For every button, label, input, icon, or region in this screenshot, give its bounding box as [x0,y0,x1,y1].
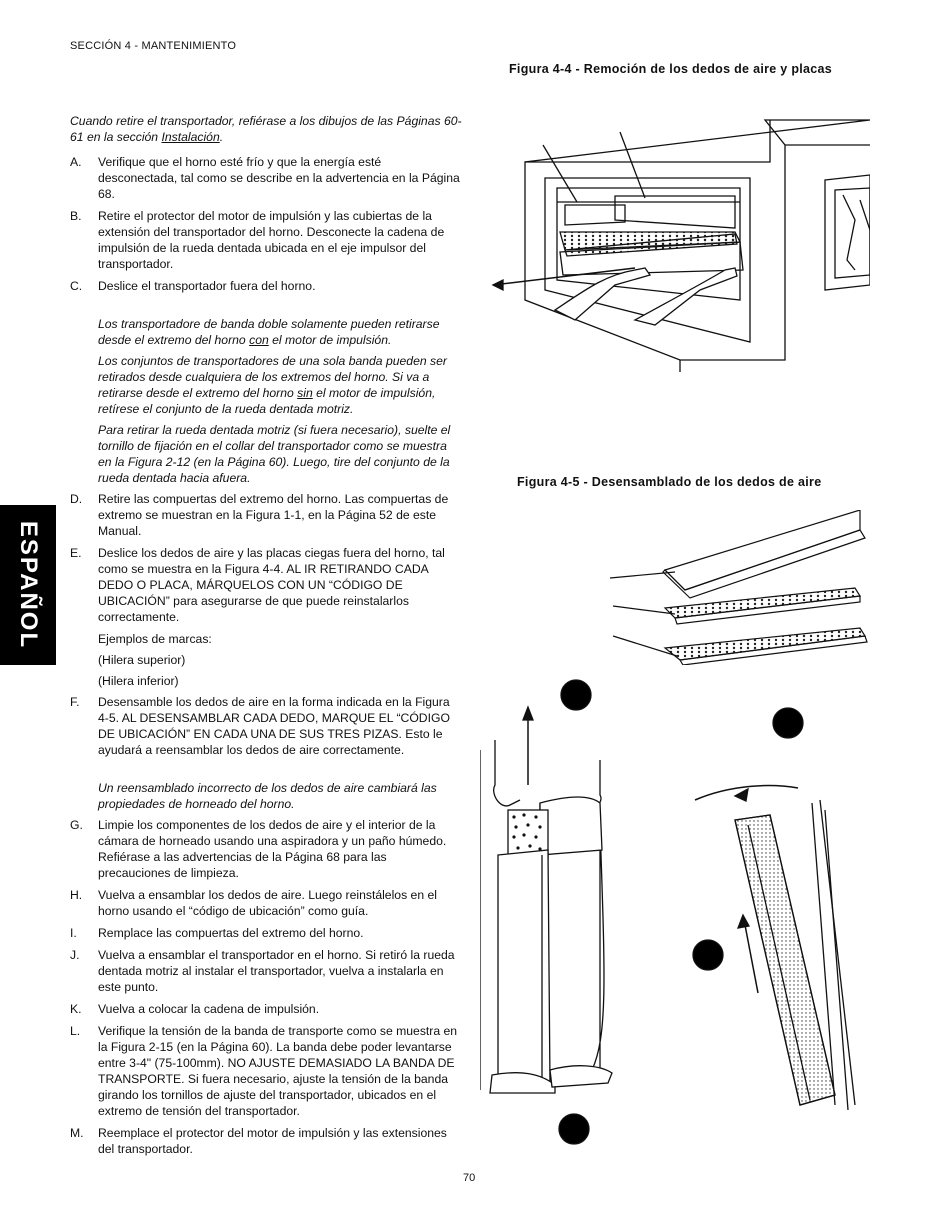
step-text: Retire el protector del motor de impulsión y las cubiertas de la extensión del transportador del horno. Desconecte la cadena de impulsión de la rueda dentada ubicada en el eje impulsor del transportador. [98,209,445,271]
upper-row: (Hilera superior) [98,653,186,667]
callout-marker [559,1114,589,1144]
step-letter: F. [70,695,80,709]
step-i [70,925,462,941]
language-tab [0,505,56,665]
note-text: el motor de impulsión, retírese el conjunto de la rueda dentada motriz. [98,386,436,416]
note-text: Los conjuntos de transportadores de una sola banda pueden ser retirados desde cualquiera de los extremos del horno. Si va a retirarse desde el extremo del horno [98,354,447,400]
step-text: Remplace las compuertas del extremo del horno. [98,926,364,940]
step-letter: I. [70,926,77,940]
step-h [70,887,462,919]
note-reassembly: Un reensamblado incorrecto de los dedos de aire cambiará las propiedades de horneado del horno. [98,781,437,811]
step-letter: B. [70,209,82,223]
step-text: Desensamble los dedos de aire en la forma indicada en la Figura 4-5. AL DESENSAMBLAR CADA DEDO, MARQUE EL “CÓDIGO DE UBICACIÓN” EN CADA UNA DE SUS TRES PIZAS. Esto le ayudará a reensamblar los dedos de aire correctamente. [98,695,450,757]
step-letter: J. [70,948,80,962]
note-single-belt [98,353,462,417]
maintenance-steps [70,154,462,1163]
step-m [70,1125,462,1157]
language-tab-label: ESPAÑOL [15,520,42,650]
step-f [70,694,462,758]
step-text: Vuelva a ensamblar el transportador en el horno. Si retiró la rueda dentada motriz al instalar el transportador, vuelva a instalarla en este punto. [98,948,455,994]
step-text: Limpie los componentes de los dedos de aire y el interior de la cámara de horneado usando una aspiradora y un paño húmedo. Refiérase a las advertencias de la Página 68 para las precauciones de limpieza. [98,818,447,880]
callout-marker [773,708,803,738]
step-text: Verifique la tensión de la banda de transporte como se muestra en la Figura 2-15 (en la Página 60). La banda debe poder levantarse entre 3-4" (75-100mm). NO AJUSTE DEMASIADO LA BANDA DE TRANSPORTE. Si fuera necesario, ajuste la tensión de la banda girando los tornillos de ajuste del transportador, ubicados en el extremo de tensión del transportador. [98,1024,458,1118]
callout-marker [561,680,591,710]
step-l [70,1023,462,1119]
note-underline: con [249,333,269,347]
step-j [70,947,462,995]
note-drive-sprocket: Para retirar la rueda dentada motriz (si fuera necesario), suelte el tornillo de fijación en el collar del transportador como se muestra en la Figura 2-12 (en la Página 60). Luego, tire del conjunto de la rueda dentada hacia afuera. [98,423,451,485]
step-text: Verifique que el horno esté frío y que la energía esté desconectada, tal como se describe en la advertencia en la Página 68. [98,155,460,201]
page-number: 70 [463,1172,476,1184]
step-letter: D. [70,492,83,506]
step-text: Vuelva a colocar la cadena de impulsión. [98,1002,320,1016]
figure-4-5-illustration [605,510,870,665]
figure-4-4-illustration [485,110,870,372]
step-a [70,154,462,202]
intro-text: Cuando retire el transportador, refiérase a los dibujos de las Páginas 60-61 en la sección [70,114,462,144]
step-letter: C. [70,279,83,293]
step-e [70,545,462,625]
figure-4-5-caption: Figura 4-5 - Desensamblado de los dedos de aire [517,475,822,489]
figure-4-5-handling-illustration [480,675,870,1150]
figure-4-4-caption: Figura 4-4 - Remoción de los dedos de aire y placas [509,62,833,76]
step-text: Reemplace el protector del motor de impulsión y las extensiones del transportador. [98,1126,447,1156]
step-text: Deslice los dedos de aire y las placas ciegas fuera del horno, tal como se muestra en la Figura 4-4. AL IR RETIRANDO CADA DEDO O PLACA, MÁRQUELOS CON UN “CÓDIGO DE UBICACIÓN” para asegurarse de que puede reinstalarlos correctamente. [98,546,445,624]
note-underline: sin [297,386,313,400]
callout-marker [693,940,723,970]
step-text: Deslice el transportador fuera del horno. [98,279,316,293]
step-c [70,278,462,294]
step-k [70,1001,462,1017]
lower-row: (Hilera inferior) [98,674,179,688]
note-double-belt [98,316,462,348]
step-letter: A. [70,155,82,169]
note-text: Los transportadore de banda doble solamente pueden retirarse desde el extremo del horno [98,317,440,347]
intro-end: . [219,130,224,144]
step-g [70,817,462,881]
step-text: Vuelva a ensamblar los dedos de aire. Luego reinstálelos en el horno usando el “código de ubicación” como guía. [98,888,437,918]
section-header: SECCIÓN 4 - MANTENIMIENTO [70,40,237,52]
step-d [70,491,462,539]
step-letter: L. [70,1024,81,1038]
step-text: Retire las compuertas del extremo del horno. Las compuertas de extremo se muestran en la Figura 1-1, en la Página 52 de este Manual. [98,492,449,538]
step-letter: K. [70,1002,82,1016]
step-letter: H. [70,888,83,902]
installation-link: Instalación [161,130,220,144]
step-letter: G. [70,818,83,832]
step-letter: M. [70,1126,84,1140]
marking-examples: Ejemplos de marcas: [98,632,212,646]
step-b [70,208,462,272]
note-text: el motor de impulsión. [268,333,392,347]
step-letter: E. [70,546,82,560]
intro-note [70,113,462,145]
